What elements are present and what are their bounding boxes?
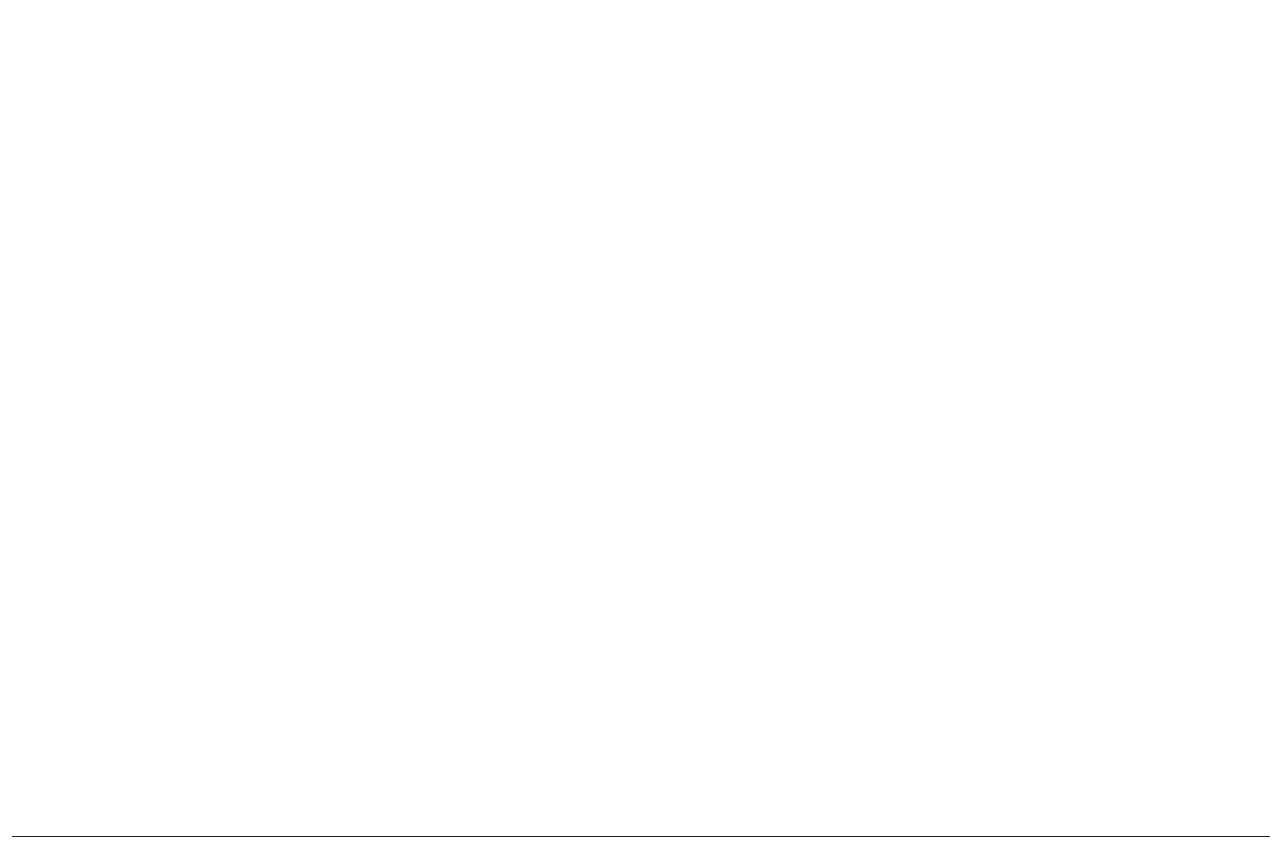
bottom-rule (12, 836, 1270, 837)
